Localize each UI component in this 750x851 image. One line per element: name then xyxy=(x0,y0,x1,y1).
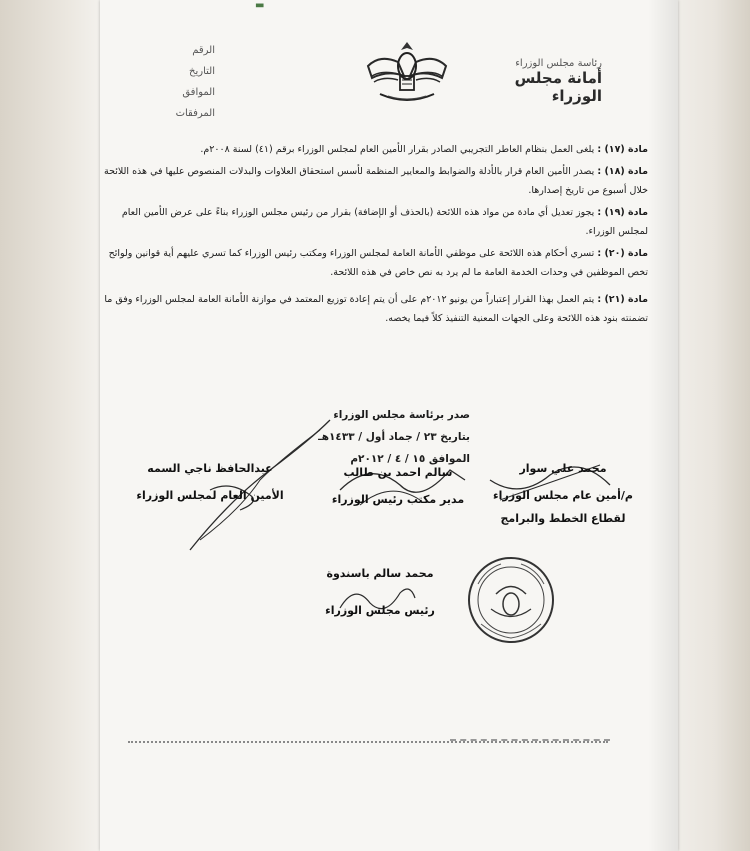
letterhead-main-title: أمانة مجلس الوزراء xyxy=(514,69,602,105)
signatory-title: الأمين العام لمجلس الوزراء xyxy=(136,489,284,502)
field-corresponding-label: الموافق xyxy=(182,87,215,98)
letterhead-subtitle: رئاسة مجلس الوزراء xyxy=(515,58,602,69)
signatory-name: سالم احمد بن طالب xyxy=(343,466,453,479)
green-mark: ▬ xyxy=(255,0,265,11)
letterhead-fields xyxy=(155,40,215,124)
field-number-label: الرقم xyxy=(192,45,215,56)
signatory-name: محمد علي سوار xyxy=(519,462,607,475)
article-20-text: تسري أحكام هذه اللائحة على موظفي الأمانة العامة لمجلس الوزراء ومكتب رئيس الوزراء كما تسري عليهم أية قوانين ولوائح تخص الموظفين في وحدات الخدمة العامة ما لم يرد به نص خاص في هذه اللائحة. xyxy=(108,248,648,278)
article-19 xyxy=(100,203,648,241)
signature-prime-minister xyxy=(290,560,470,624)
articles-section xyxy=(100,140,648,328)
article-20-label: مادة (٢٠) : xyxy=(597,248,648,259)
footer-dotted-rule xyxy=(128,741,608,743)
article-18 xyxy=(100,162,648,200)
signature-office-director xyxy=(308,459,488,513)
article-17 xyxy=(100,140,648,159)
article-18-label: مادة (١٨) : xyxy=(597,166,648,177)
signatory-name: عبدالحافظ ناجي السمه xyxy=(147,462,273,475)
issued-line-3: الموافق ١٥ / ٤ / ٢٠١٢م xyxy=(350,453,470,465)
article-18-text: يصدر الأمين العام قرار بالأدلة والضوابط والمعايير المنظمة لأسس استحقاق العلاوات والبدلات المنصوص عليها في هذه اللائحة خلال أسبوع من تاريخ إصدارها. xyxy=(103,166,648,196)
signatory-department: لقطاع الخطط والبرامج xyxy=(500,512,626,525)
issued-line-1: صدر برئاسة مجلس الوزراء xyxy=(333,409,470,421)
field-attachments-label: المرفقات xyxy=(175,108,215,119)
signatory-title: مدير مكتب رئيس الوزراء xyxy=(331,493,465,506)
signature-secretary-general xyxy=(110,455,310,509)
scan-background-left xyxy=(0,0,100,851)
letterhead-title xyxy=(462,58,602,105)
article-19-text: يجوز تعديل أي مادة من مواد هذه اللائحة (بالحذف أو الإضافة) بقرار من رئيس مجلس الوزراء بناءً على عرض الأمين العام لمجلس الوزراء. xyxy=(121,207,648,237)
article-17-text: يلغى العمل بنظام العاطر التجريبي الصادر بقرار الأمين العام لمجلس الوزراء برقم (٤١) لسنة ٢٠٠٨م. xyxy=(200,144,595,155)
article-21-label: مادة (٢١) : xyxy=(597,294,648,305)
republic-eagle-emblem-icon xyxy=(358,36,456,110)
official-seal-stamp-icon xyxy=(466,554,556,646)
article-19-label: مادة (١٩) : xyxy=(597,207,648,218)
article-21-text: يتم العمل بهذا القرار إعتباراً من يونيو ٢٠١٢م على أن يتم إعادة توزيع المعتمد في موازنة الأمانة العامة لمجلس الوزراء وفق ما تضمنته بنود هذه اللائحة وعلى الجهات المعنية التنفيذ كلاً فيما يخصه. xyxy=(104,294,648,324)
signatory-title: م/أمين عام مجلس الوزراء xyxy=(493,489,633,502)
signatory-name: محمد سالم باسندوة xyxy=(326,567,434,580)
page-fold-shadow xyxy=(648,0,678,851)
issued-line-2: بتاريخ ٢٣ / جماد أول / ١٤٣٣هـ xyxy=(318,431,470,443)
article-17-label: مادة (١٧) : xyxy=(597,144,648,155)
signatory-title: رئيس مجلس الوزراء xyxy=(325,604,435,617)
field-date-label: التاريخ xyxy=(189,66,215,77)
article-20 xyxy=(100,244,648,282)
article-21 xyxy=(100,290,648,328)
signature-deputy-secretary xyxy=(478,455,648,529)
footer-dashed-rule xyxy=(450,739,610,741)
